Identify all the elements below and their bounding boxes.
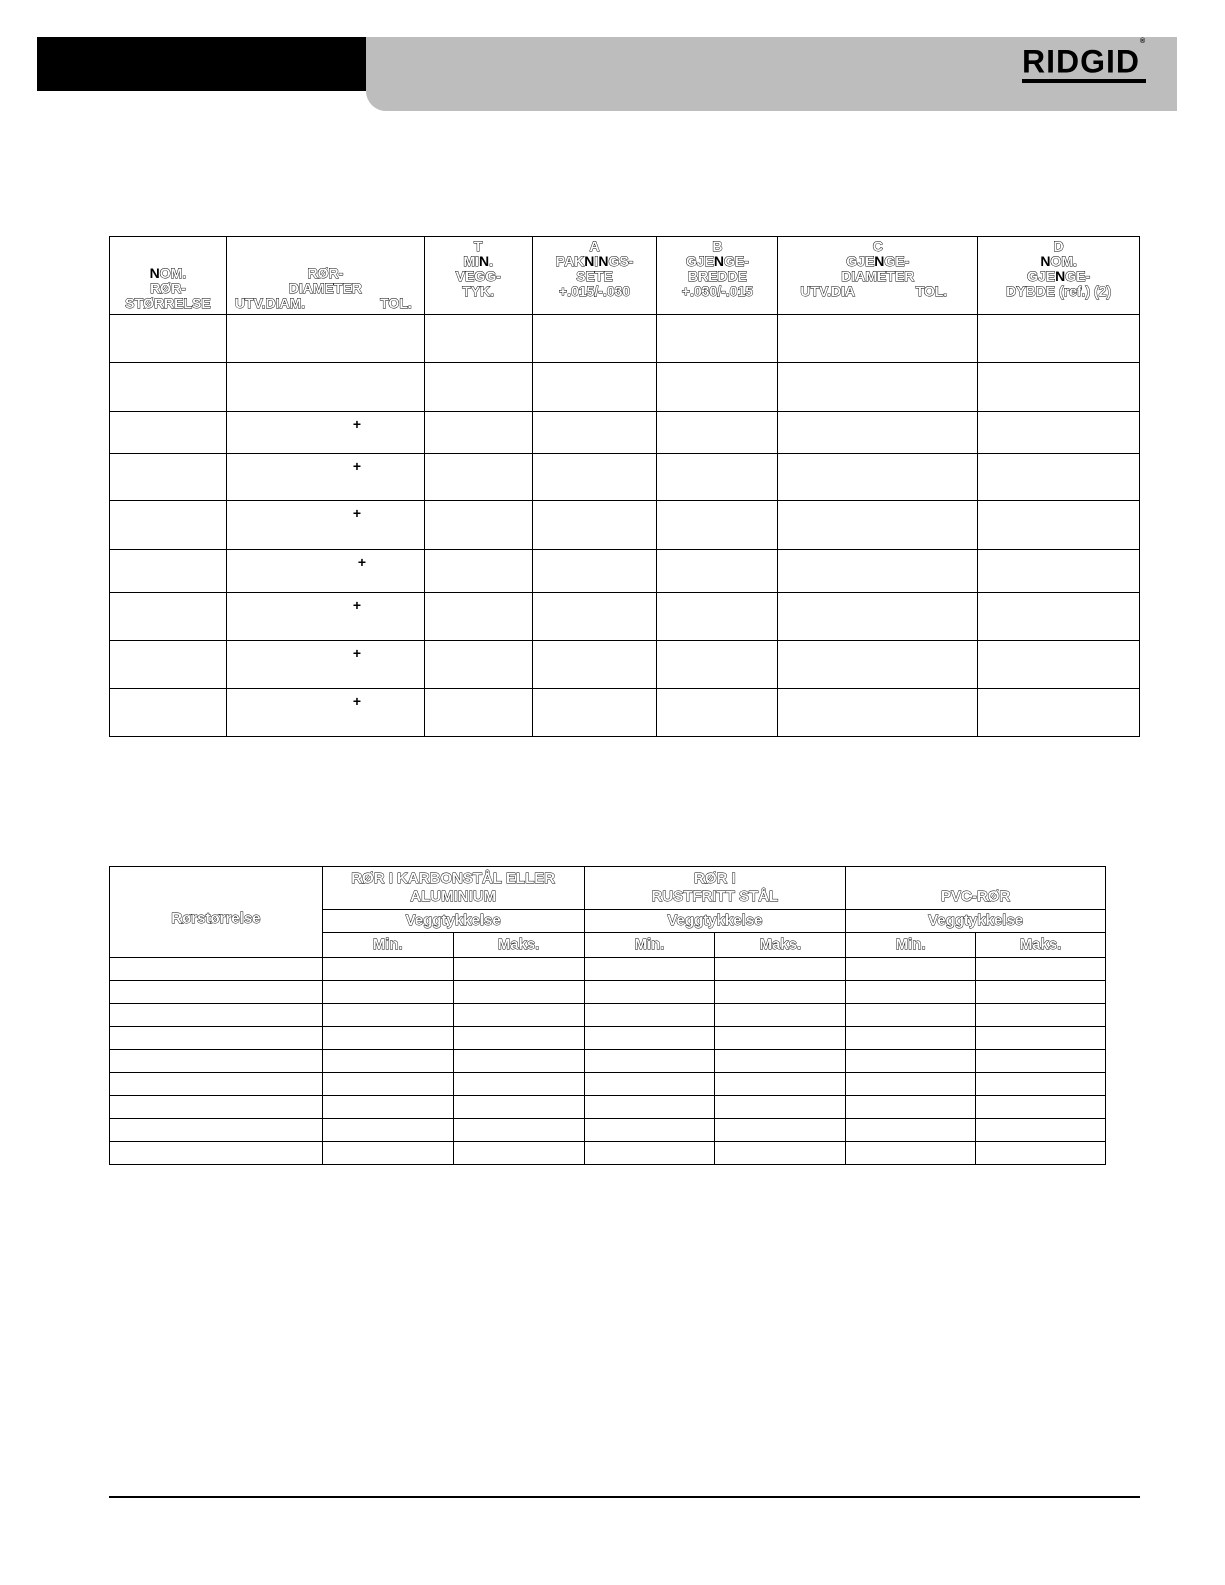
- table-cell: [532, 363, 657, 412]
- header-max: Maks.: [715, 933, 846, 958]
- table-cell: [778, 593, 978, 641]
- table-cell: [657, 412, 778, 454]
- table-cell: [978, 593, 1140, 641]
- table-cell: [846, 1119, 976, 1142]
- table-cell: [532, 689, 657, 737]
- header-min: Min.: [584, 933, 715, 958]
- header-min: Min.: [846, 933, 976, 958]
- table-cell: [657, 501, 778, 550]
- header-grey-tab: [366, 91, 1177, 111]
- table-cell: [846, 958, 976, 981]
- table-cell: [453, 1096, 584, 1119]
- table-cell: [978, 689, 1140, 737]
- table-cell: [110, 1119, 323, 1142]
- table-cell: [110, 1027, 323, 1050]
- table-cell: [978, 454, 1140, 501]
- thread-spec-header-row: [110, 237, 1140, 315]
- table-cell: [226, 501, 424, 550]
- table-cell: [532, 593, 657, 641]
- table-row: [110, 593, 1140, 641]
- table-cell: [322, 1004, 453, 1027]
- footer-rule: [109, 1496, 1140, 1498]
- table-cell: [322, 1096, 453, 1119]
- table-row: [110, 1119, 1106, 1142]
- table-row: [110, 1004, 1106, 1027]
- table-cell: [657, 641, 778, 689]
- header-a-gasket-seat: A PAKNINGS- SETE +.015/-.030: [532, 237, 657, 315]
- table-row: [110, 1027, 1106, 1050]
- table-row: [110, 501, 1140, 550]
- table-cell: [715, 1096, 846, 1119]
- table-cell: [976, 1073, 1106, 1096]
- plus-sign: +: [352, 416, 362, 432]
- header-pipe-size: Rørstørrelse: [110, 867, 323, 958]
- table-row: [110, 641, 1140, 689]
- table-cell: [584, 981, 715, 1004]
- table-cell: [846, 1027, 976, 1050]
- table-cell: [322, 1119, 453, 1142]
- table-cell: [976, 981, 1106, 1004]
- table-cell: [424, 454, 532, 501]
- header-d-groove-depth: D NOM. GJENGE- DYBDE (ref.) (2): [978, 237, 1140, 315]
- table-row: [110, 412, 1140, 454]
- table-cell: [978, 412, 1140, 454]
- wall-header-row-1: [110, 867, 1106, 910]
- table-cell: [846, 1073, 976, 1096]
- table-cell: [657, 593, 778, 641]
- table-cell: [532, 501, 657, 550]
- table-cell: [584, 1119, 715, 1142]
- table-row: [110, 1050, 1106, 1073]
- table-cell: [978, 550, 1140, 593]
- table-cell: [778, 454, 978, 501]
- table-cell: [424, 641, 532, 689]
- table-cell: [110, 315, 227, 363]
- table-cell: [110, 1050, 323, 1073]
- plus-sign: +: [352, 505, 362, 521]
- table-cell: [226, 454, 424, 501]
- table-cell: [110, 1004, 323, 1027]
- table-cell: [532, 315, 657, 363]
- table-row: [110, 958, 1106, 981]
- table-cell: [846, 1050, 976, 1073]
- table-cell: [532, 550, 657, 593]
- table-cell: [778, 412, 978, 454]
- table-cell: [424, 550, 532, 593]
- table-row: [110, 363, 1140, 412]
- table-cell: [846, 981, 976, 1004]
- table-cell: [715, 958, 846, 981]
- table-cell: [424, 315, 532, 363]
- header-black-band: [37, 37, 366, 91]
- table-cell: [110, 501, 227, 550]
- table-cell: [976, 1027, 1106, 1050]
- table-cell: [226, 689, 424, 737]
- table-cell: [110, 981, 323, 1004]
- table-cell: [424, 593, 532, 641]
- wall-thickness-table: [109, 866, 1106, 1165]
- table-cell: [453, 1004, 584, 1027]
- table-cell: [453, 1073, 584, 1096]
- table-cell: [110, 412, 227, 454]
- header-wall-thickness: Veggtykkelse: [846, 910, 1106, 933]
- table-cell: [778, 689, 978, 737]
- table-cell: [715, 981, 846, 1004]
- table-cell: [226, 412, 424, 454]
- table-cell: [976, 1142, 1106, 1165]
- table-row: [110, 315, 1140, 363]
- table-cell: [226, 593, 424, 641]
- table-cell: [453, 1027, 584, 1050]
- table-cell: [110, 550, 227, 593]
- table-cell: [453, 958, 584, 981]
- table-cell: [976, 1119, 1106, 1142]
- table-cell: [226, 363, 424, 412]
- table-cell: [715, 1027, 846, 1050]
- table-cell: [424, 363, 532, 412]
- table-cell: [110, 958, 323, 981]
- table-cell: [778, 641, 978, 689]
- table-cell: [584, 1027, 715, 1050]
- table-cell: [532, 454, 657, 501]
- table-cell: [584, 1073, 715, 1096]
- header-max: Maks.: [453, 933, 584, 958]
- table-cell: [453, 1119, 584, 1142]
- table-cell: [110, 1142, 323, 1165]
- table-cell: [453, 981, 584, 1004]
- thread-spec-table: [109, 236, 1140, 737]
- header-min: Min.: [322, 933, 453, 958]
- table-cell: [715, 1004, 846, 1027]
- header-c-groove-diameter: C GJENGE- DIAMETER UTV.DIA TOL.: [778, 237, 978, 315]
- header-stainless-steel: RØR I RUSTFRITT STÅL: [584, 867, 846, 910]
- table-cell: [846, 1096, 976, 1119]
- table-cell: [584, 1050, 715, 1073]
- table-cell: [584, 958, 715, 981]
- table-cell: [110, 454, 227, 501]
- plus-sign: +: [352, 597, 362, 613]
- table-cell: [110, 689, 227, 737]
- table-cell: [778, 501, 978, 550]
- table-cell: [978, 641, 1140, 689]
- table-cell: [532, 641, 657, 689]
- table-cell: [584, 1004, 715, 1027]
- table-cell: [110, 1096, 323, 1119]
- table-cell: [978, 501, 1140, 550]
- table-cell: [657, 689, 778, 737]
- plus-sign: +: [357, 554, 367, 570]
- table-cell: [424, 501, 532, 550]
- table-cell: [846, 1142, 976, 1165]
- header-wall-thickness: Veggtykkelse: [322, 910, 584, 933]
- table-cell: [226, 315, 424, 363]
- table-cell: [978, 315, 1140, 363]
- table-cell: [110, 363, 227, 412]
- header-wall-thickness: Veggtykkelse: [584, 910, 846, 933]
- header-nom-pipe-size: NOM. RØR- STØRRELSE: [110, 237, 227, 315]
- table-cell: [657, 550, 778, 593]
- table-cell: [657, 363, 778, 412]
- table-cell: [584, 1096, 715, 1119]
- table-cell: [322, 958, 453, 981]
- table-cell: [226, 641, 424, 689]
- table-cell: [715, 1050, 846, 1073]
- plus-sign: +: [352, 645, 362, 661]
- table-cell: [322, 1142, 453, 1165]
- table-cell: [226, 550, 424, 593]
- table-row: [110, 1073, 1106, 1096]
- table-cell: [110, 641, 227, 689]
- header-pipe-diameter: RØR- DIAMETER UTV.DIAM. TOL.: [226, 237, 424, 315]
- table-cell: [532, 412, 657, 454]
- table-cell: [657, 454, 778, 501]
- plus-sign: +: [352, 458, 362, 474]
- table-cell: [110, 593, 227, 641]
- header-t-min-wall: T MIN. VEGG- TYK.: [424, 237, 532, 315]
- table-cell: [110, 1073, 323, 1096]
- table-cell: [322, 1073, 453, 1096]
- table-cell: [322, 1050, 453, 1073]
- table-cell: [424, 689, 532, 737]
- table-row: [110, 1096, 1106, 1119]
- table-cell: [976, 958, 1106, 981]
- plus-sign: +: [352, 693, 362, 709]
- table-cell: [778, 315, 978, 363]
- table-cell: [976, 1096, 1106, 1119]
- table-cell: [657, 315, 778, 363]
- table-cell: [424, 412, 532, 454]
- table-cell: [778, 363, 978, 412]
- table-cell: [322, 981, 453, 1004]
- table-row: [110, 1142, 1106, 1165]
- table-row: [110, 981, 1106, 1004]
- table-cell: [715, 1142, 846, 1165]
- header-pvc-pipe: PVC-RØR: [846, 867, 1106, 910]
- table-cell: [778, 550, 978, 593]
- table-cell: [322, 1027, 453, 1050]
- table-cell: [715, 1119, 846, 1142]
- table-row: [110, 689, 1140, 737]
- table-row: [110, 454, 1140, 501]
- header-max: Maks.: [976, 933, 1106, 958]
- table-cell: [978, 363, 1140, 412]
- ridgid-logo: RIDGID®: [1022, 44, 1146, 83]
- table-cell: [976, 1004, 1106, 1027]
- table-row: [110, 550, 1140, 593]
- header-b-groove-width: B GJENGE- BREDDE +.030/-.015: [657, 237, 778, 315]
- table-cell: [453, 1050, 584, 1073]
- table-cell: [584, 1142, 715, 1165]
- table-cell: [453, 1142, 584, 1165]
- table-cell: [976, 1050, 1106, 1073]
- header-carbon-steel-aluminium: RØR I KARBONSTÅL ELLER ALUMINIUM: [322, 867, 584, 910]
- table-cell: [715, 1073, 846, 1096]
- table-cell: [846, 1004, 976, 1027]
